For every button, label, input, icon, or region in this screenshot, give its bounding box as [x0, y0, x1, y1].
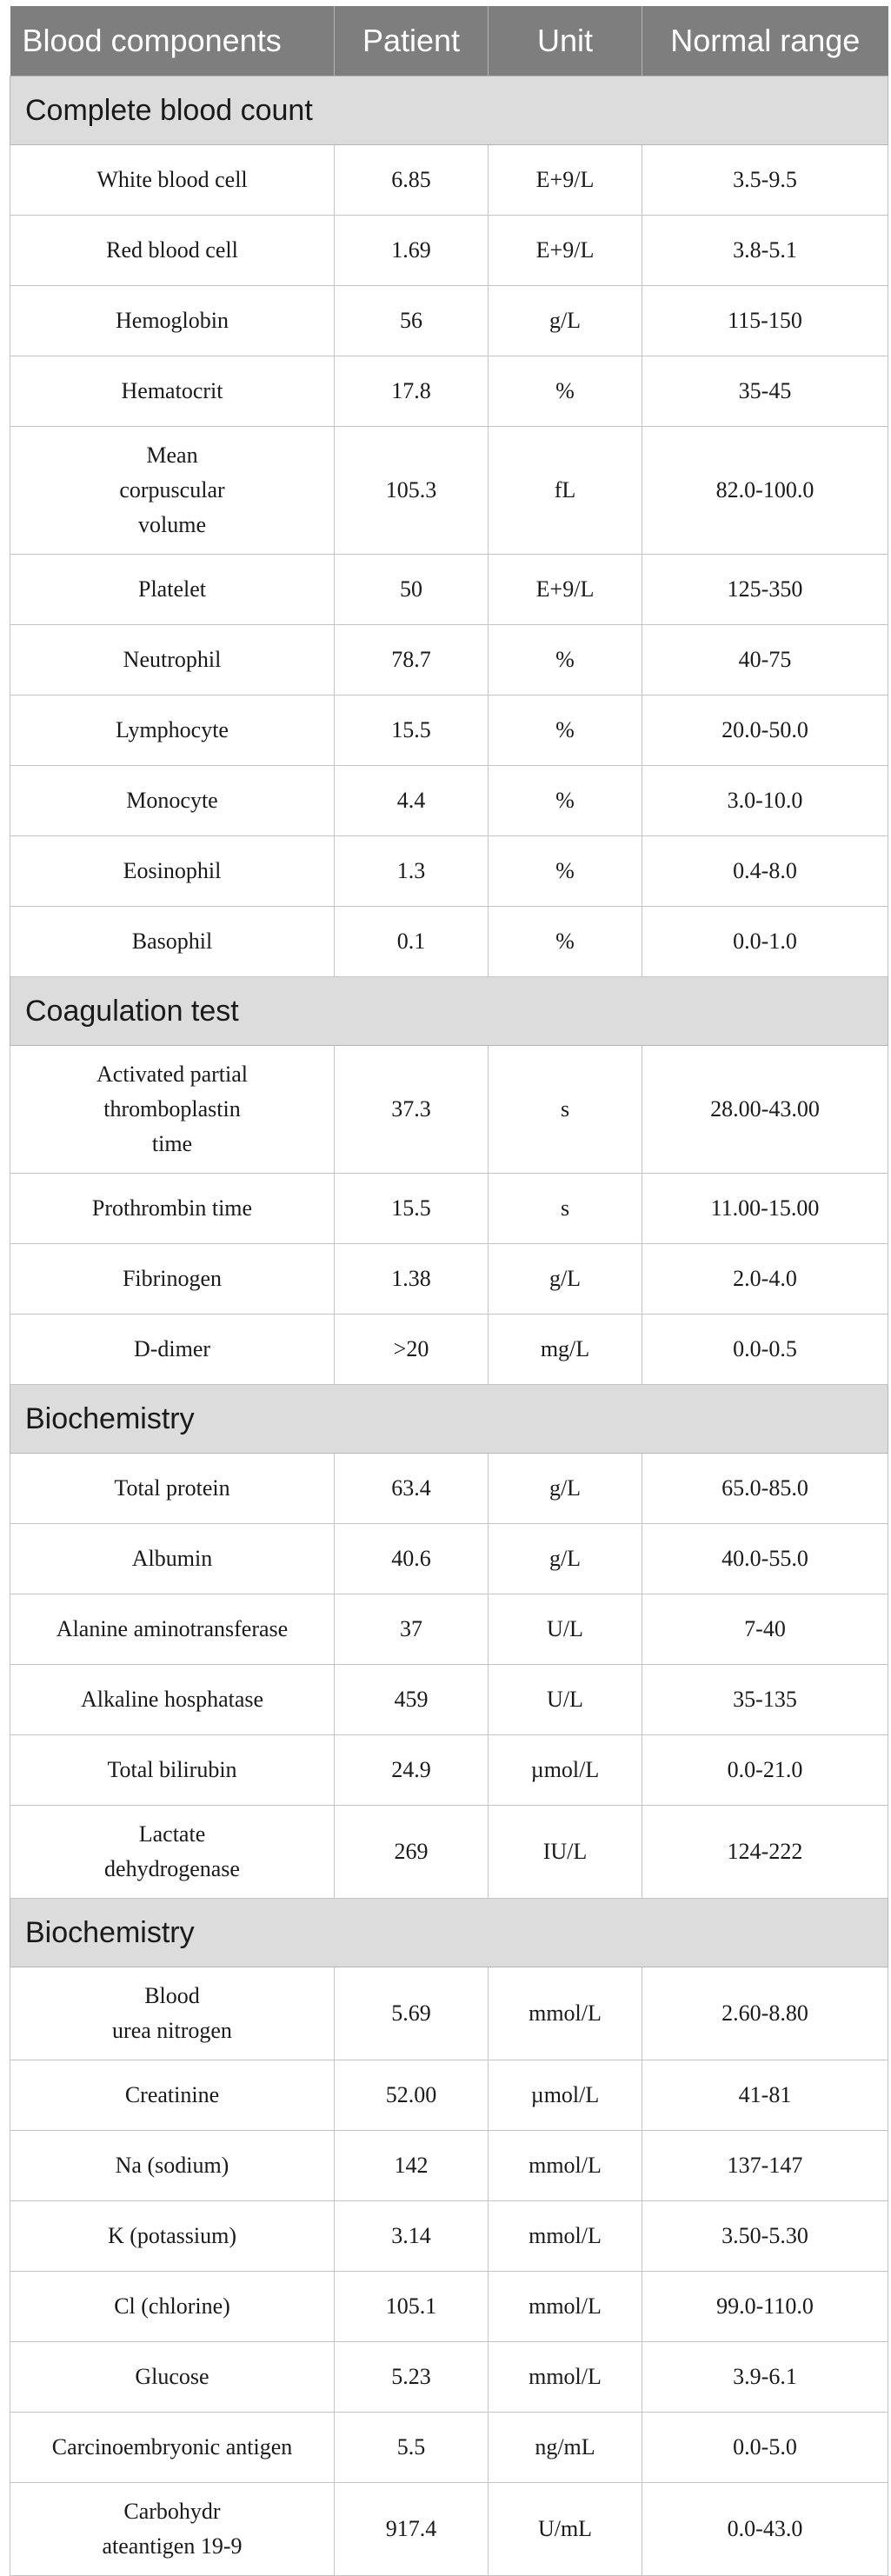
table-row	[10, 2342, 888, 2413]
table-row	[10, 625, 888, 696]
unit-cell: µmol/L	[489, 2060, 642, 2131]
header-blood-components: Blood components	[10, 6, 335, 77]
normal-range-cell: 65.0-85.0	[642, 1454, 888, 1524]
unit-cell: U/L	[489, 1665, 642, 1735]
component-name-cell: Lactate dehydrogenase	[10, 1806, 335, 1899]
component-name-cell: Alanine aminotransferase	[10, 1594, 335, 1665]
normal-range-cell: 41-81	[642, 2060, 888, 2131]
component-name-cell: Neutrophil	[10, 625, 335, 696]
patient-value-cell: >20	[335, 1315, 489, 1385]
table-body	[10, 77, 888, 2576]
unit-cell: %	[489, 356, 642, 427]
normal-range-cell: 124-222	[642, 1806, 888, 1899]
patient-value-cell: 17.8	[335, 356, 489, 427]
patient-value-cell: 5.5	[335, 2413, 489, 2483]
unit-cell: E+9/L	[489, 145, 642, 216]
component-name-cell: Na (sodium)	[10, 2131, 335, 2201]
component-name-cell: Prothrombin time	[10, 1174, 335, 1244]
unit-cell: U/mL	[489, 2483, 642, 2576]
table-row	[10, 555, 888, 625]
component-name-cell: Platelet	[10, 555, 335, 625]
unit-cell: %	[489, 625, 642, 696]
table-row	[10, 1244, 888, 1315]
unit-cell: mmol/L	[489, 2342, 642, 2413]
component-name-cell: White blood cell	[10, 145, 335, 216]
component-name-cell: Carbohydr ateantigen 19-9	[10, 2483, 335, 2576]
patient-value-cell: 15.5	[335, 696, 489, 766]
table-row	[10, 2131, 888, 2201]
normal-range-cell: 0.0-0.5	[642, 1315, 888, 1385]
table-row	[10, 1967, 888, 2060]
unit-cell: %	[489, 836, 642, 907]
section-title: Biochemistry	[10, 1385, 888, 1454]
table-row	[10, 145, 888, 216]
component-name-cell: Carcinoembryonic antigen	[10, 2413, 335, 2483]
patient-value-cell: 917.4	[335, 2483, 489, 2576]
normal-range-cell: 3.5-9.5	[642, 145, 888, 216]
normal-range-cell: 115-150	[642, 286, 888, 356]
component-name-cell: K (potassium)	[10, 2201, 335, 2272]
normal-range-cell: 11.00-15.00	[642, 1174, 888, 1244]
unit-cell: s	[489, 1174, 642, 1244]
patient-value-cell: 459	[335, 1665, 489, 1735]
table-row	[10, 2483, 888, 2576]
normal-range-cell: 0.0-1.0	[642, 907, 888, 977]
normal-range-cell: 2.0-4.0	[642, 1244, 888, 1315]
unit-cell: mmol/L	[489, 2201, 642, 2272]
patient-value-cell: 0.1	[335, 907, 489, 977]
header-patient: Patient	[335, 6, 489, 77]
section-row	[10, 977, 888, 1046]
component-name-cell: Creatinine	[10, 2060, 335, 2131]
patient-value-cell: 1.69	[335, 216, 489, 286]
table-row	[10, 2272, 888, 2342]
unit-cell: s	[489, 1046, 642, 1174]
unit-cell: g/L	[489, 286, 642, 356]
unit-cell: %	[489, 696, 642, 766]
normal-range-cell: 125-350	[642, 555, 888, 625]
unit-cell: g/L	[489, 1454, 642, 1524]
table-row	[10, 1594, 888, 1665]
section-title: Coagulation test	[10, 977, 888, 1046]
section-row	[10, 77, 888, 145]
patient-value-cell: 3.14	[335, 2201, 489, 2272]
patient-value-cell: 52.00	[335, 2060, 489, 2131]
table-row	[10, 1315, 888, 1385]
patient-value-cell: 1.3	[335, 836, 489, 907]
component-name-cell: Albumin	[10, 1524, 335, 1594]
component-name-cell: Mean corpuscular volume	[10, 427, 335, 555]
unit-cell: %	[489, 907, 642, 977]
table-row	[10, 427, 888, 555]
header-normal-range: Normal range	[642, 6, 888, 77]
patient-value-cell: 105.1	[335, 2272, 489, 2342]
table-row	[10, 356, 888, 427]
patient-value-cell: 50	[335, 555, 489, 625]
normal-range-cell: 0.0-43.0	[642, 2483, 888, 2576]
patient-value-cell: 37.3	[335, 1046, 489, 1174]
component-name-cell: Glucose	[10, 2342, 335, 2413]
component-name-cell: Blood urea nitrogen	[10, 1967, 335, 2060]
patient-value-cell: 63.4	[335, 1454, 489, 1524]
section-row	[10, 1385, 888, 1454]
normal-range-cell: 35-45	[642, 356, 888, 427]
unit-cell: µmol/L	[489, 1735, 642, 1806]
component-name-cell: Activated partial thromboplastin time	[10, 1046, 335, 1174]
unit-cell: IU/L	[489, 1806, 642, 1899]
table-row	[10, 1046, 888, 1174]
normal-range-cell: 3.0-10.0	[642, 766, 888, 836]
patient-value-cell: 15.5	[335, 1174, 489, 1244]
normal-range-cell: 20.0-50.0	[642, 696, 888, 766]
component-name-cell: D-dimer	[10, 1315, 335, 1385]
table-row	[10, 2201, 888, 2272]
normal-range-cell: 3.8-5.1	[642, 216, 888, 286]
normal-range-cell: 0.4-8.0	[642, 836, 888, 907]
table-row	[10, 1524, 888, 1594]
component-name-cell: Alkaline hosphatase	[10, 1665, 335, 1735]
section-title: Complete blood count	[10, 77, 888, 145]
patient-value-cell: 1.38	[335, 1244, 489, 1315]
unit-cell: g/L	[489, 1524, 642, 1594]
normal-range-cell: 137-147	[642, 2131, 888, 2201]
patient-value-cell: 40.6	[335, 1524, 489, 1594]
table-row	[10, 216, 888, 286]
table-row	[10, 286, 888, 356]
lab-results-table	[10, 6, 888, 2576]
component-name-cell: Fibrinogen	[10, 1244, 335, 1315]
normal-range-cell: 3.50-5.30	[642, 2201, 888, 2272]
patient-value-cell: 5.23	[335, 2342, 489, 2413]
normal-range-cell: 2.60-8.80	[642, 1967, 888, 2060]
patient-value-cell: 37	[335, 1594, 489, 1665]
header-row	[10, 6, 888, 77]
unit-cell: ng/mL	[489, 2413, 642, 2483]
component-name-cell: Total protein	[10, 1454, 335, 1524]
patient-value-cell: 142	[335, 2131, 489, 2201]
unit-cell: U/L	[489, 1594, 642, 1665]
unit-cell: %	[489, 766, 642, 836]
patient-value-cell: 105.3	[335, 427, 489, 555]
patient-value-cell: 56	[335, 286, 489, 356]
normal-range-cell: 40.0-55.0	[642, 1524, 888, 1594]
unit-cell: mmol/L	[489, 1967, 642, 2060]
section-row	[10, 1899, 888, 1967]
normal-range-cell: 7-40	[642, 1594, 888, 1665]
normal-range-cell: 3.9-6.1	[642, 2342, 888, 2413]
component-name-cell: Total bilirubin	[10, 1735, 335, 1806]
patient-value-cell: 6.85	[335, 145, 489, 216]
table-row	[10, 1454, 888, 1524]
component-name-cell: Basophil	[10, 907, 335, 977]
component-name-cell: Hematocrit	[10, 356, 335, 427]
table-row	[10, 696, 888, 766]
table-row	[10, 836, 888, 907]
normal-range-cell: 0.0-5.0	[642, 2413, 888, 2483]
unit-cell: mmol/L	[489, 2272, 642, 2342]
normal-range-cell: 28.00-43.00	[642, 1046, 888, 1174]
table-row	[10, 1665, 888, 1735]
normal-range-cell: 0.0-21.0	[642, 1735, 888, 1806]
unit-cell: E+9/L	[489, 555, 642, 625]
component-name-cell: Cl (chlorine)	[10, 2272, 335, 2342]
patient-value-cell: 4.4	[335, 766, 489, 836]
component-name-cell: Lymphocyte	[10, 696, 335, 766]
normal-range-cell: 35-135	[642, 1665, 888, 1735]
component-name-cell: Eosinophil	[10, 836, 335, 907]
component-name-cell: Monocyte	[10, 766, 335, 836]
table-row	[10, 2060, 888, 2131]
normal-range-cell: 99.0-110.0	[642, 2272, 888, 2342]
unit-cell: E+9/L	[489, 216, 642, 286]
patient-value-cell: 5.69	[335, 1967, 489, 2060]
component-name-cell: Hemoglobin	[10, 286, 335, 356]
patient-value-cell: 24.9	[335, 1735, 489, 1806]
unit-cell: mg/L	[489, 1315, 642, 1385]
unit-cell: g/L	[489, 1244, 642, 1315]
section-title: Biochemistry	[10, 1899, 888, 1967]
table-row	[10, 1806, 888, 1899]
table-row	[10, 907, 888, 977]
normal-range-cell: 40-75	[642, 625, 888, 696]
table-row	[10, 1174, 888, 1244]
patient-value-cell: 78.7	[335, 625, 489, 696]
patient-value-cell: 269	[335, 1806, 489, 1899]
table-row	[10, 766, 888, 836]
header-unit: Unit	[489, 6, 642, 77]
table-row	[10, 1735, 888, 1806]
unit-cell: mmol/L	[489, 2131, 642, 2201]
table-row	[10, 2413, 888, 2483]
unit-cell: fL	[489, 427, 642, 555]
component-name-cell: Red blood cell	[10, 216, 335, 286]
normal-range-cell: 82.0-100.0	[642, 427, 888, 555]
